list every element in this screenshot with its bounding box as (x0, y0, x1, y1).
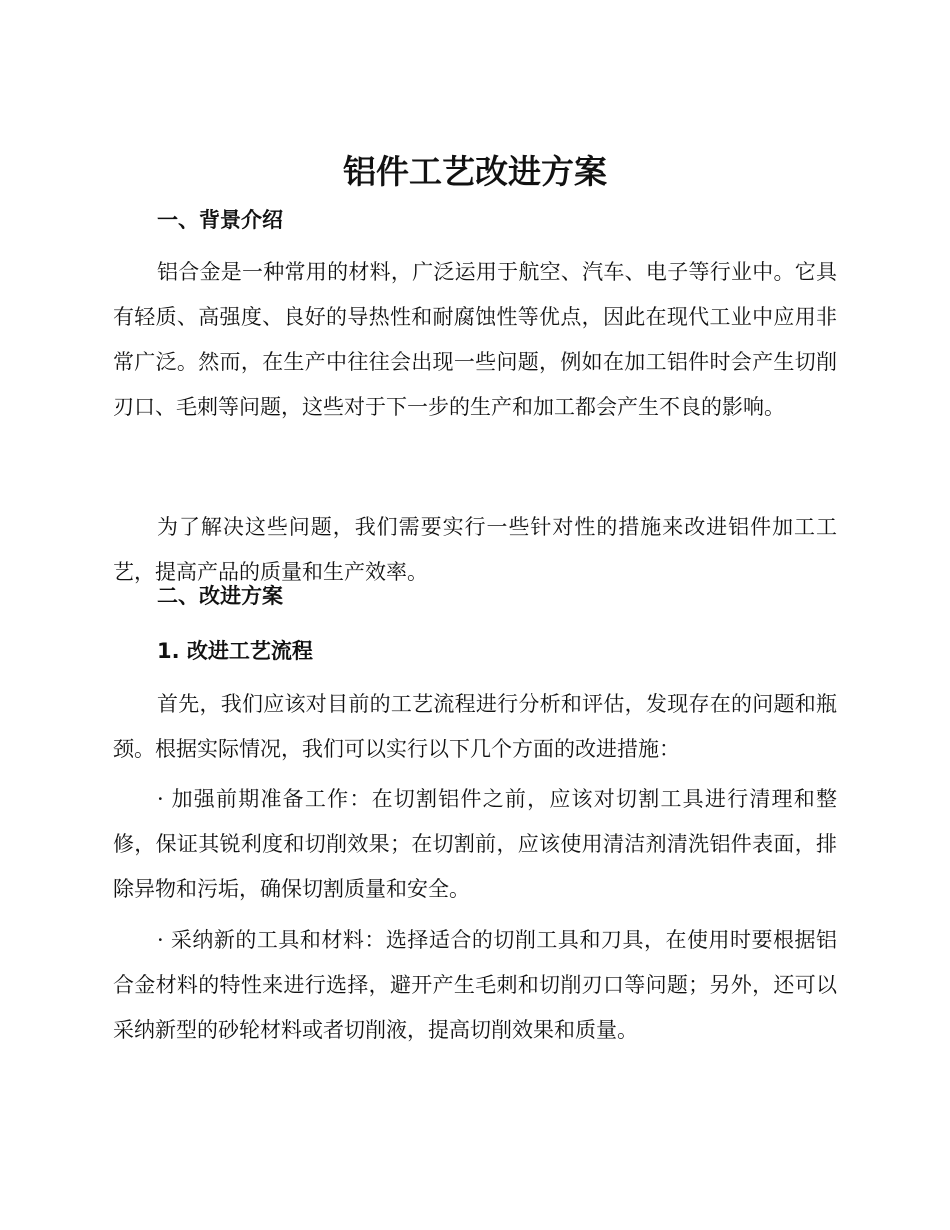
section-heading-background: 一、背景介绍 (157, 208, 283, 232)
bullet-item-preparation: · 加强前期准备工作：在切割铝件之前，应该对切割工具进行清理和整修，保证其锐利度和切削效果；在切割前，应该使用清洁剂清洗铝件表面，排除异物和污垢，确保切割质量和安全。 (113, 787, 837, 901)
paragraph-background-1: 铝合金是一种常用的材料，广泛运用于航空、汽车、电子等行业中。它具有轻质、高强度、良好的导热性和耐腐蚀性等优点，因此在现代工业中应用非常广泛。然而，在生产中往往会出现一些问题，例如在加工铝件时会产生切削刃口、毛刺等问题，这些对于下一步的生产和加工都会产生不良的影响。 (113, 260, 837, 419)
paragraph-process-intro: 首先，我们应该对目前的工艺流程进行分析和评估，发现存在的问题和瓶颈。根据实际情况，我们可以实行以下几个方面的改进措施： (113, 692, 837, 761)
paragraph-background-2: 为了解决这些问题，我们需要实行一些针对性的措施来改进铝件加工工艺，提高产品的质量和生产效率。 (113, 515, 837, 584)
section-heading-improvement: 二、改进方案 (157, 584, 283, 608)
subsection-heading-process: 1. 改进工艺流程 (157, 639, 313, 663)
bullet-item-new-tools: · 采纳新的工具和材料：选择适合的切削工具和刀具，在使用时要根据铝合金材料的特性来进行选择，避开产生毛刺和切削刃口等问题；另外，还可以采纳新型的砂轮材料或者切削液，提高切削效果和质量。 (113, 928, 837, 1042)
document-title: 铝件工艺改进方案 (343, 152, 607, 191)
